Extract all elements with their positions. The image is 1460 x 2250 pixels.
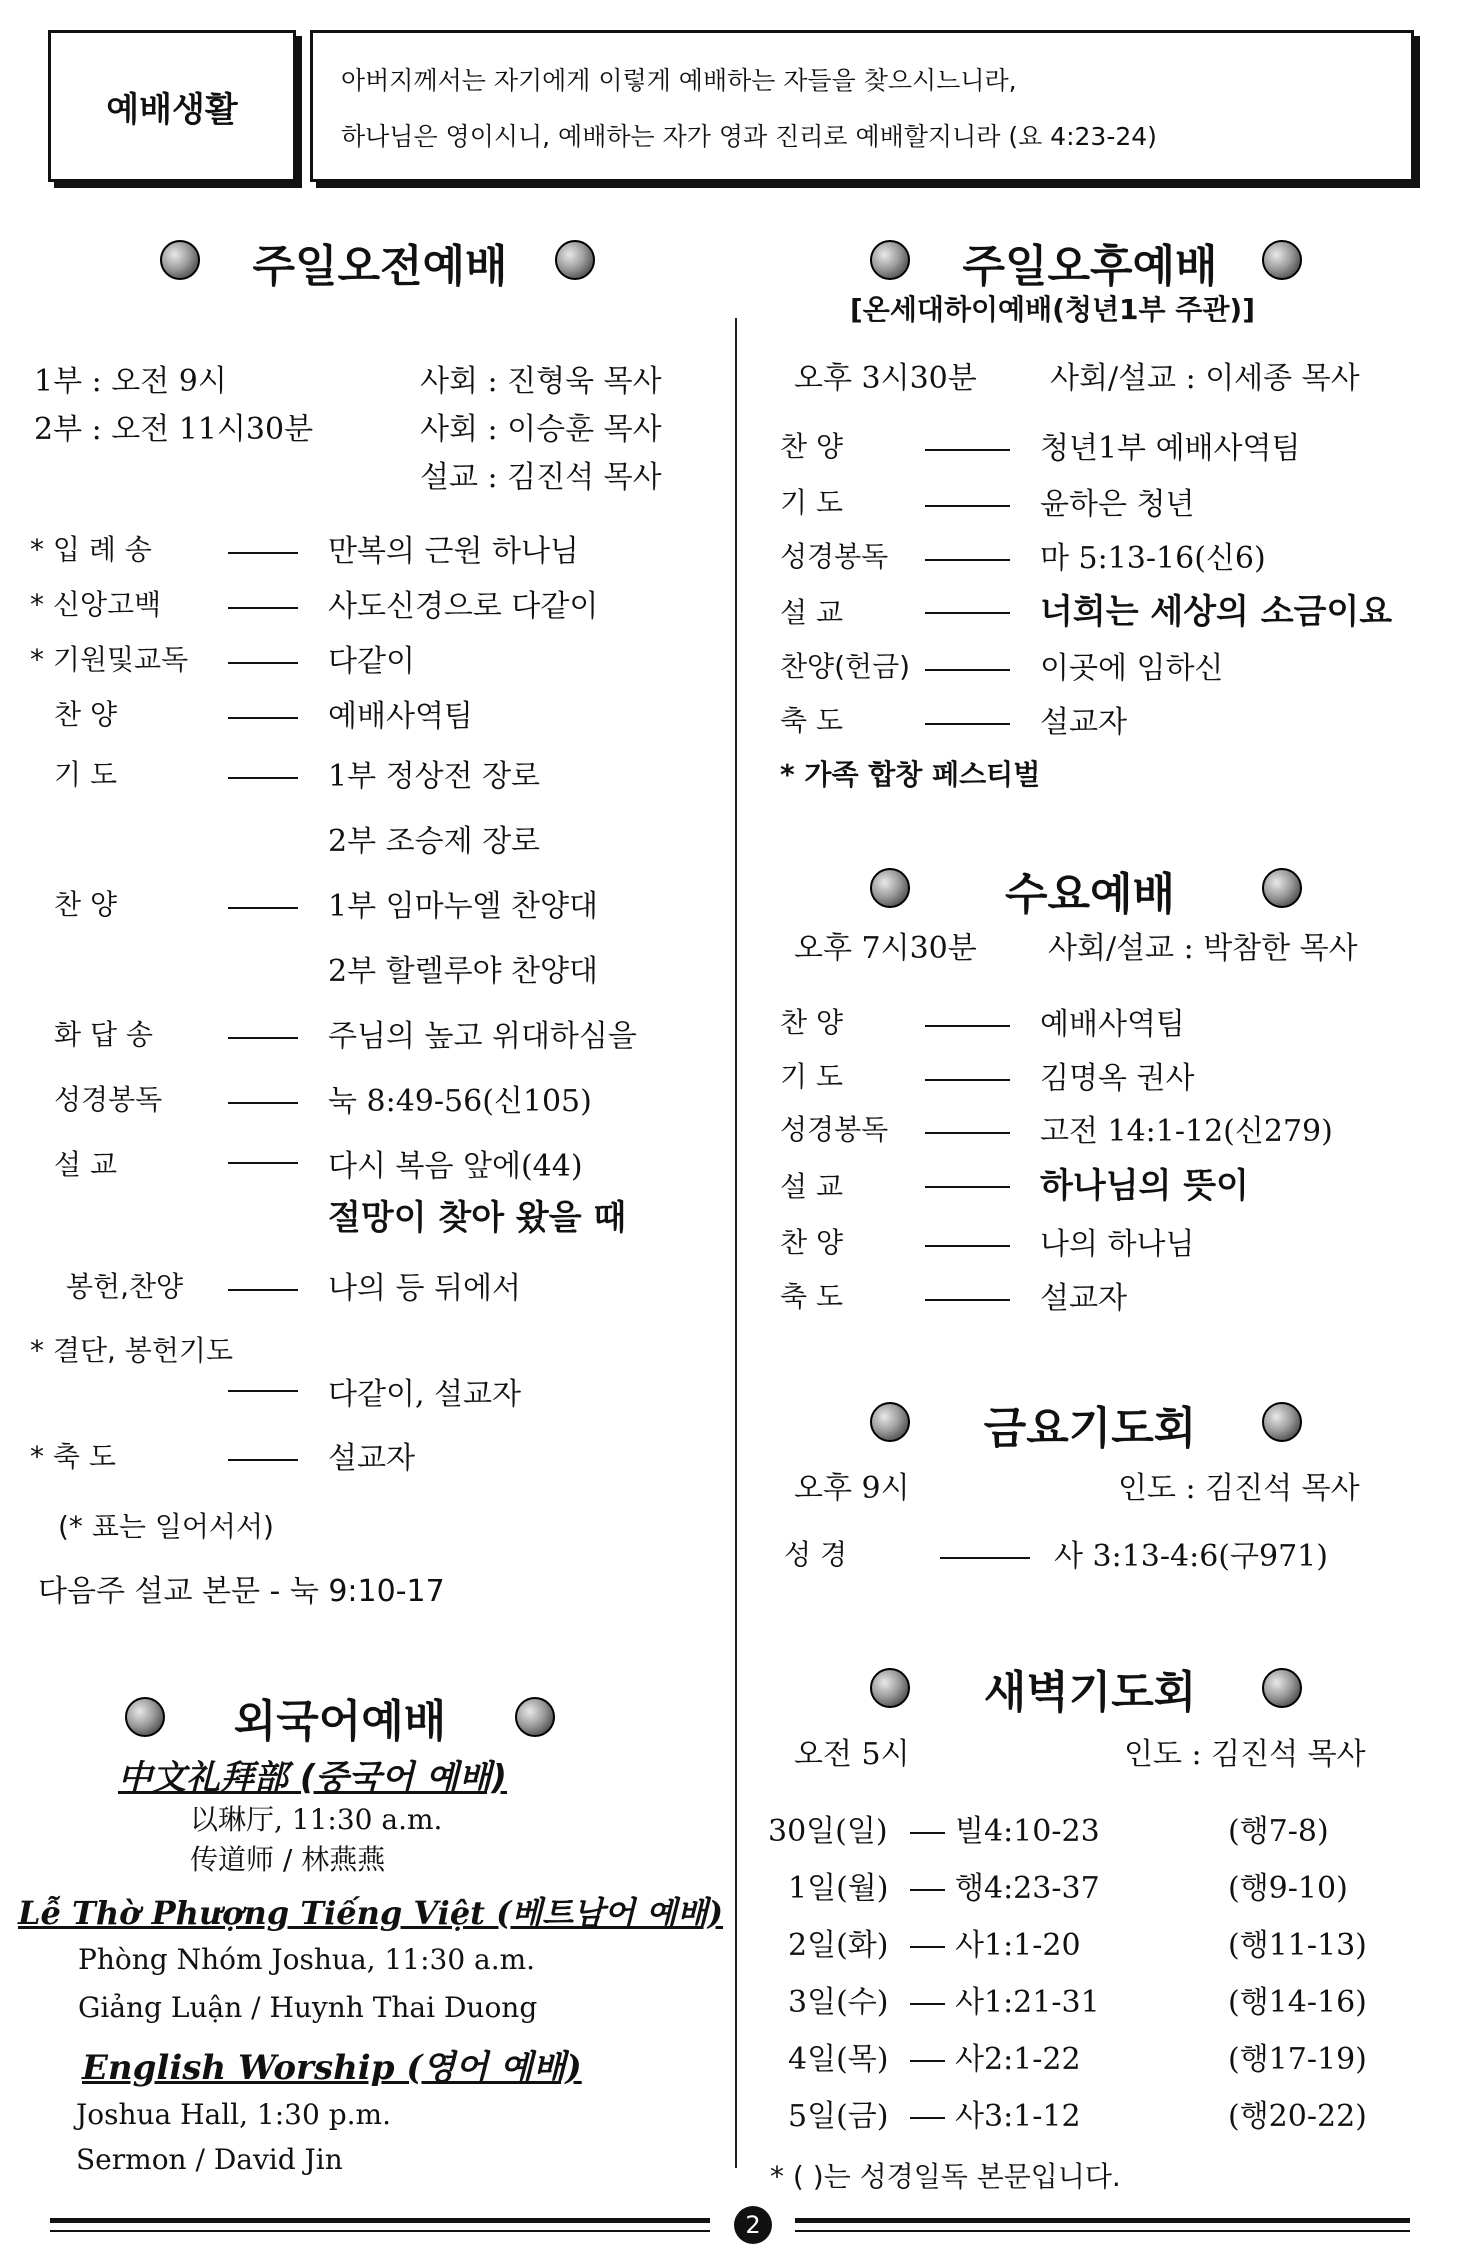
bullet-ball-icon bbox=[160, 240, 200, 280]
column-divider bbox=[735, 318, 737, 2168]
wednesday-time: 오후 7시30분 bbox=[794, 931, 977, 966]
sunday-pm-title: 주일오후예배 bbox=[962, 241, 1218, 292]
order-value: 예배사역팀 bbox=[328, 699, 473, 734]
next-week-text: 다음주 설교 본문 - 눅 9:10-17 bbox=[38, 1574, 445, 1609]
order-value: 설교자 bbox=[1040, 705, 1127, 740]
friday-time: 오후 9시 bbox=[794, 1471, 910, 1506]
footer-rule bbox=[50, 2230, 710, 2232]
order-value: 윤하은 청년 bbox=[1040, 487, 1195, 522]
dawn-reading: 사3:1-12 bbox=[955, 2099, 1081, 2134]
order-value-2: 2부 조승제 장로 bbox=[328, 824, 541, 859]
order-label: * 신앙고백 bbox=[30, 588, 162, 621]
chinese-line-1: 以琳厅, 11:30 a.m. bbox=[190, 1803, 443, 1836]
order-value: 나의 등 뒤에서 bbox=[328, 1271, 521, 1306]
dawn-extra: (행20-22) bbox=[1228, 2099, 1367, 2134]
leader-dash bbox=[940, 1557, 1030, 1559]
order-label: 찬 양 bbox=[780, 1226, 843, 1259]
leader-dash bbox=[228, 1289, 298, 1291]
order-value: 설교자 bbox=[328, 1441, 415, 1476]
order-label: * 입 례 송 bbox=[30, 533, 152, 566]
order-value: 1부 정상전 장로 bbox=[328, 759, 541, 794]
leader-dash bbox=[925, 1186, 1010, 1188]
order-label: 설 교 bbox=[54, 1148, 117, 1181]
order-value: 다같이, 설교자 bbox=[328, 1377, 521, 1412]
order-label: * 결단, 봉헌기도 bbox=[30, 1334, 233, 1367]
leader-dash bbox=[228, 777, 298, 779]
leader-dash bbox=[910, 2060, 945, 2062]
dawn-time: 오전 5시 bbox=[794, 1737, 910, 1772]
leader-dash bbox=[228, 1102, 298, 1104]
order-value-2: 2부 할렐루야 찬양대 bbox=[328, 954, 598, 989]
sermon-by: 설교 : 김진석 목사 bbox=[420, 460, 662, 495]
order-value: 사도신경으로 다같이 bbox=[328, 589, 599, 624]
leader-dash bbox=[925, 505, 1010, 507]
bullet-ball-icon bbox=[870, 868, 910, 908]
dawn-reading: 사2:1-22 bbox=[955, 2042, 1081, 2077]
scripture-label: 성 경 bbox=[784, 1538, 847, 1571]
leader-dash bbox=[228, 1037, 298, 1039]
dawn-extra: (행11-13) bbox=[1228, 1928, 1367, 1963]
verse-line-2: 하나님은 영이시니, 예배하는 자가 영과 진리로 예배할지니라 (요 4:23-24) bbox=[341, 122, 1157, 151]
dawn-extra: (행14-16) bbox=[1228, 1985, 1367, 2020]
english-line-1: Joshua Hall, 1:30 p.m. bbox=[76, 2098, 391, 2131]
vietnamese-line-1: Phòng Nhóm Joshua, 11:30 a.m. bbox=[78, 1943, 536, 1976]
chinese-worship-title: 中文礼拜部 (중국어 예배) bbox=[118, 1758, 507, 1798]
leader-dash bbox=[925, 1299, 1010, 1301]
chinese-line-2: 传道师 / 林燕燕 bbox=[190, 1843, 386, 1876]
dawn-extra: (행7-8) bbox=[1228, 1814, 1329, 1849]
friday-scripture: 사 3:13-4:6(구971) bbox=[1054, 1539, 1328, 1574]
leader-dash bbox=[228, 662, 298, 664]
leader-dash bbox=[228, 1162, 298, 1164]
friday-title: 금요기도회 bbox=[983, 1403, 1197, 1454]
sunday-pm-leader: 사회/설교 : 이세종 목사 bbox=[1050, 361, 1360, 396]
leader-dash bbox=[910, 1832, 945, 1834]
verse-line-1: 아버지께서는 자기에게 이렇게 예배하는 자들을 찾으시느니라, bbox=[341, 66, 1017, 95]
leader-dash bbox=[925, 1245, 1010, 1247]
leader-dash bbox=[925, 449, 1010, 451]
order-label: 설 교 bbox=[780, 1170, 843, 1203]
dawn-day: 1일(월) bbox=[788, 1871, 889, 1906]
dawn-reading: 빌4:10-23 bbox=[955, 1814, 1100, 1849]
bullet-ball-icon bbox=[870, 1668, 910, 1708]
leader-dash bbox=[910, 2003, 945, 2005]
order-label: 기 도 bbox=[780, 486, 843, 519]
order-label: 찬 양 bbox=[54, 698, 117, 731]
foreign-title: 외국어예배 bbox=[233, 1696, 447, 1747]
dawn-extra: (행9-10) bbox=[1228, 1871, 1348, 1906]
order-label: 축 도 bbox=[780, 704, 843, 737]
order-value: 주님의 높고 위대하심을 bbox=[328, 1019, 637, 1054]
order-value: 1부 임마누엘 찬양대 bbox=[328, 889, 598, 924]
leader-dash bbox=[925, 669, 1010, 671]
footer-rule bbox=[795, 2218, 1410, 2223]
bullet-ball-icon bbox=[515, 1697, 555, 1737]
english-line-2: Sermon / David Jin bbox=[76, 2143, 343, 2176]
order-label: 찬 양 bbox=[780, 1006, 843, 1039]
leader-dash bbox=[925, 559, 1010, 561]
sermon-title: 절망이 찾아 왔을 때 bbox=[328, 1198, 627, 1238]
dawn-day: 5일(금) bbox=[788, 2099, 889, 2134]
bullet-ball-icon bbox=[1262, 1668, 1302, 1708]
page-number: 2 bbox=[734, 2206, 772, 2244]
service1-leader: 사회 : 진형욱 목사 bbox=[420, 364, 662, 399]
order-label: * 기원및교독 bbox=[30, 643, 189, 676]
dawn-day: 4일(목) bbox=[788, 2042, 889, 2077]
order-label: 축 도 bbox=[780, 1280, 843, 1313]
order-label: 찬 양 bbox=[780, 430, 843, 463]
order-label: * 축 도 bbox=[30, 1440, 116, 1473]
order-value: 마 5:13-16(신6) bbox=[1040, 541, 1266, 576]
leader-dash bbox=[228, 1459, 298, 1461]
order-value: 만복의 근원 하나님 bbox=[328, 534, 579, 569]
english-worship-title: English Worship (영어 예배) bbox=[82, 2048, 582, 2088]
section-title-box bbox=[48, 30, 296, 182]
order-value: 눅 8:49-56(신105) bbox=[328, 1084, 592, 1119]
dawn-reading: 사1:21-31 bbox=[955, 1985, 1100, 2020]
bullet-ball-icon bbox=[1262, 1402, 1302, 1442]
sunday-pm-subtitle: [온세대하이예배(청년1부 주관)] bbox=[850, 293, 1255, 326]
order-label: 찬 양 bbox=[54, 888, 117, 921]
bullet-ball-icon bbox=[870, 240, 910, 280]
service1-time: 1부 : 오전 9시 bbox=[34, 364, 227, 399]
bullet-ball-icon bbox=[870, 1402, 910, 1442]
order-label: 성경봉독 bbox=[780, 540, 889, 573]
dawn-leader: 인도 : 김진석 목사 bbox=[1124, 1737, 1366, 1772]
wednesday-title: 수요예배 bbox=[1004, 869, 1175, 920]
dawn-day: 30일(일) bbox=[768, 1814, 888, 1849]
order-value: 다시 복음 앞에(44) bbox=[328, 1149, 583, 1184]
leader-dash bbox=[228, 552, 298, 554]
order-label: 성경봉독 bbox=[54, 1083, 163, 1116]
order-label: 찬양(헌금) bbox=[780, 650, 911, 683]
leader-dash bbox=[925, 612, 1010, 614]
bullet-ball-icon bbox=[125, 1697, 165, 1737]
order-label: 성경봉독 bbox=[780, 1113, 889, 1146]
sunday-am-title: 주일오전예배 bbox=[252, 241, 508, 292]
order-value: 다같이 bbox=[328, 644, 415, 679]
standing-note: (* 표는 일어서서) bbox=[58, 1510, 274, 1543]
leader-dash bbox=[910, 1946, 945, 1948]
leader-dash bbox=[925, 1132, 1010, 1134]
section-title: 예배생활 bbox=[106, 89, 238, 130]
order-label: 기 도 bbox=[780, 1060, 843, 1093]
order-label: 기 도 bbox=[54, 758, 117, 791]
sunday-pm-time: 오후 3시30분 bbox=[794, 361, 977, 396]
dawn-day: 3일(수) bbox=[788, 1985, 889, 2020]
leader-dash bbox=[910, 2117, 945, 2119]
dawn-extra: (행17-19) bbox=[1228, 2042, 1367, 2077]
order-value: 나의 하나님 bbox=[1040, 1227, 1195, 1262]
footer-rule bbox=[795, 2230, 1410, 2232]
leader-dash bbox=[925, 1079, 1010, 1081]
order-value: 청년1부 예배사역팀 bbox=[1040, 431, 1301, 466]
order-value: 예배사역팀 bbox=[1040, 1007, 1185, 1042]
order-label: 봉헌,찬양 bbox=[66, 1270, 184, 1303]
friday-leader: 인도 : 김진석 목사 bbox=[1118, 1471, 1360, 1506]
vietnamese-line-2: Giảng Luận / Huynh Thai Duong bbox=[78, 1991, 538, 2024]
sermon-title: 하나님의 뜻이 bbox=[1040, 1166, 1249, 1206]
sunday-pm-note: * 가족 합창 페스티벌 bbox=[780, 758, 1041, 791]
vietnamese-worship-title: Lễ Thờ Phượng Tiếng Việt (베트남어 예배) bbox=[18, 1894, 723, 1932]
order-value: 설교자 bbox=[1040, 1281, 1127, 1316]
order-value: 고전 14:1-12(신279) bbox=[1040, 1114, 1333, 1149]
order-label: 화 답 송 bbox=[54, 1018, 153, 1051]
service2-time: 2부 : 오전 11시30분 bbox=[34, 412, 314, 447]
dawn-note: * ( )는 성경일독 본문입니다. bbox=[770, 2160, 1121, 2193]
order-value: 김명옥 권사 bbox=[1040, 1061, 1195, 1096]
bullet-ball-icon bbox=[1262, 868, 1302, 908]
footer-rule bbox=[50, 2218, 710, 2223]
dawn-reading: 사1:1-20 bbox=[955, 1928, 1081, 1963]
bullet-ball-icon bbox=[1262, 240, 1302, 280]
leader-dash bbox=[228, 1390, 298, 1392]
dawn-title: 새벽기도회 bbox=[983, 1667, 1197, 1718]
dawn-reading: 행4:23-37 bbox=[955, 1871, 1100, 1906]
service2-leader: 사회 : 이승훈 목사 bbox=[420, 412, 662, 447]
leader-dash bbox=[925, 1025, 1010, 1027]
leader-dash bbox=[910, 1889, 945, 1891]
leader-dash bbox=[925, 723, 1010, 725]
verse-box bbox=[310, 30, 1414, 182]
wednesday-leader: 사회/설교 : 박참한 목사 bbox=[1048, 931, 1358, 966]
order-label: 설 교 bbox=[780, 596, 843, 629]
bullet-ball-icon bbox=[555, 240, 595, 280]
leader-dash bbox=[228, 717, 298, 719]
sermon-title: 너희는 세상의 소금이요 bbox=[1040, 592, 1393, 632]
leader-dash bbox=[228, 907, 298, 909]
order-value: 이곳에 임하신 bbox=[1040, 651, 1224, 686]
dawn-day: 2일(화) bbox=[788, 1928, 889, 1963]
leader-dash bbox=[228, 607, 298, 609]
